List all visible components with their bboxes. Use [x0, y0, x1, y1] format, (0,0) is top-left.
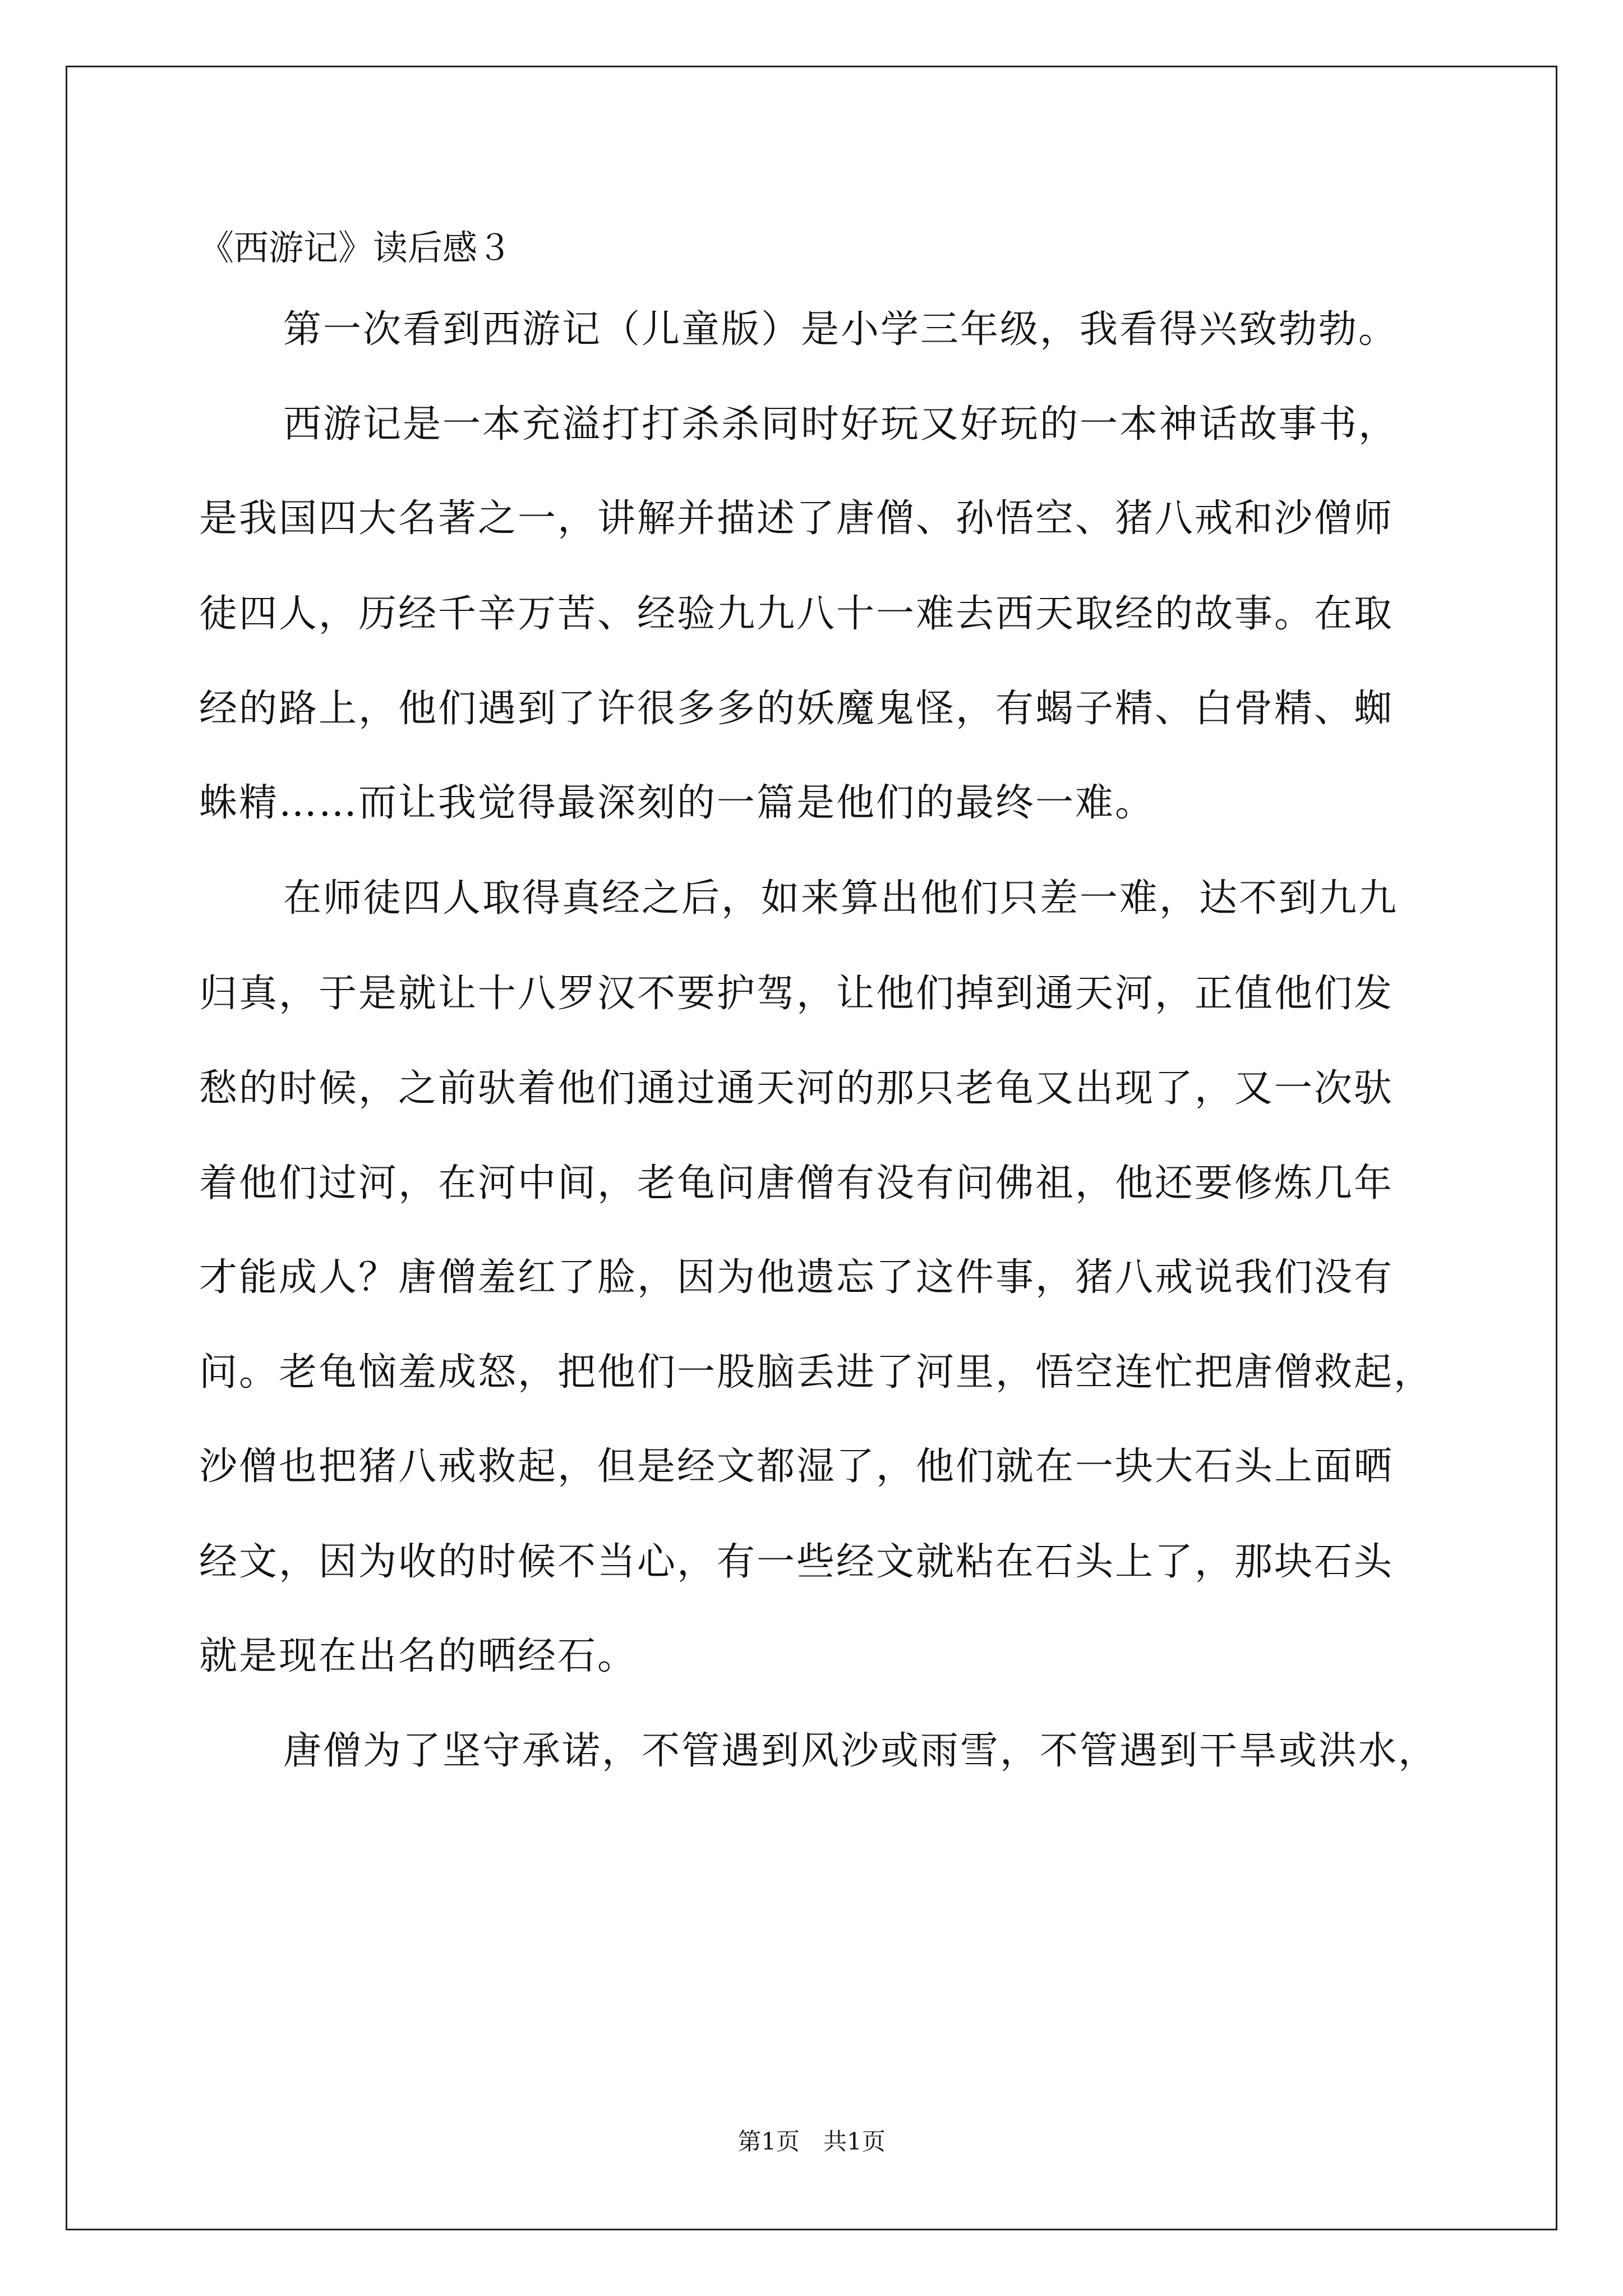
- paragraph-3-line-7: 沙僧也把猪八戒救起，但是经文都湿了，他们就在一块大石头上面晒: [199, 1444, 1394, 1489]
- paragraph-2-line-5: 蛛精……而让我觉得最深刻的一篇是他们的最终一难。: [199, 781, 1155, 825]
- page-number: 第1页 共1页: [737, 2128, 886, 2155]
- paragraph-3-line-5: 才能成人？唐僧羞红了脸，因为他遗忘了这件事，猪八戒说我们没有: [199, 1255, 1394, 1300]
- paragraph-4-line-1: 唐僧为了坚守承诺，不管遇到风沙或雨雪，不管遇到干旱或洪水，: [283, 1729, 1438, 1773]
- paragraph-2-line-4: 经的路上，他们遇到了许很多多的妖魔鬼怪，有蝎子精、白骨精、蜘: [199, 687, 1394, 731]
- paragraph-3-line-1: 在师徒四人取得真经之后，如来算出他们只差一难，达不到九九: [283, 876, 1399, 921]
- paragraph-3-line-4: 着他们过河，在河中间，老龟问唐僧有没有问佛祖，他还要修炼几年: [199, 1161, 1394, 1205]
- paragraph-1-line-1: 第一次看到西游记（儿童版）是小学三年级，我看得兴致勃勃。: [283, 307, 1399, 352]
- paragraph-3-line-2: 归真，于是就让十八罗汉不要护驾，让他们掉到通天河，正值他们发: [199, 972, 1394, 1016]
- paragraph-2-line-1: 西游记是一本充溢打打杀杀同时好玩又好玩的一本神话故事书，: [283, 402, 1399, 447]
- paragraph-2-line-2: 是我国四大名著之一，讲解并描述了唐僧、孙悟空、猪八戒和沙僧师: [199, 496, 1394, 541]
- paragraph-3-line-6: 问。老龟恼羞成怒，把他们一股脑丢进了河里，悟空连忙把唐僧救起，: [199, 1350, 1434, 1395]
- paragraph-2-line-3: 徒四人，历经千辛万苦、经验九九八十一难去西天取经的故事。在取: [199, 592, 1394, 636]
- page-frame: [66, 66, 1557, 2230]
- paragraph-3-line-9: 就是现在出名的晒经石。: [199, 1634, 638, 1678]
- document-title: 《西游记》读后感３: [199, 227, 513, 268]
- paragraph-3-line-8: 经文，因为收的时候不当心，有一些经文就粘在石头上了，那块石头: [199, 1540, 1394, 1584]
- paragraph-3-line-3: 愁的时候，之前驮着他们通过通天河的那只老龟又出现了，又一次驮: [199, 1066, 1394, 1111]
